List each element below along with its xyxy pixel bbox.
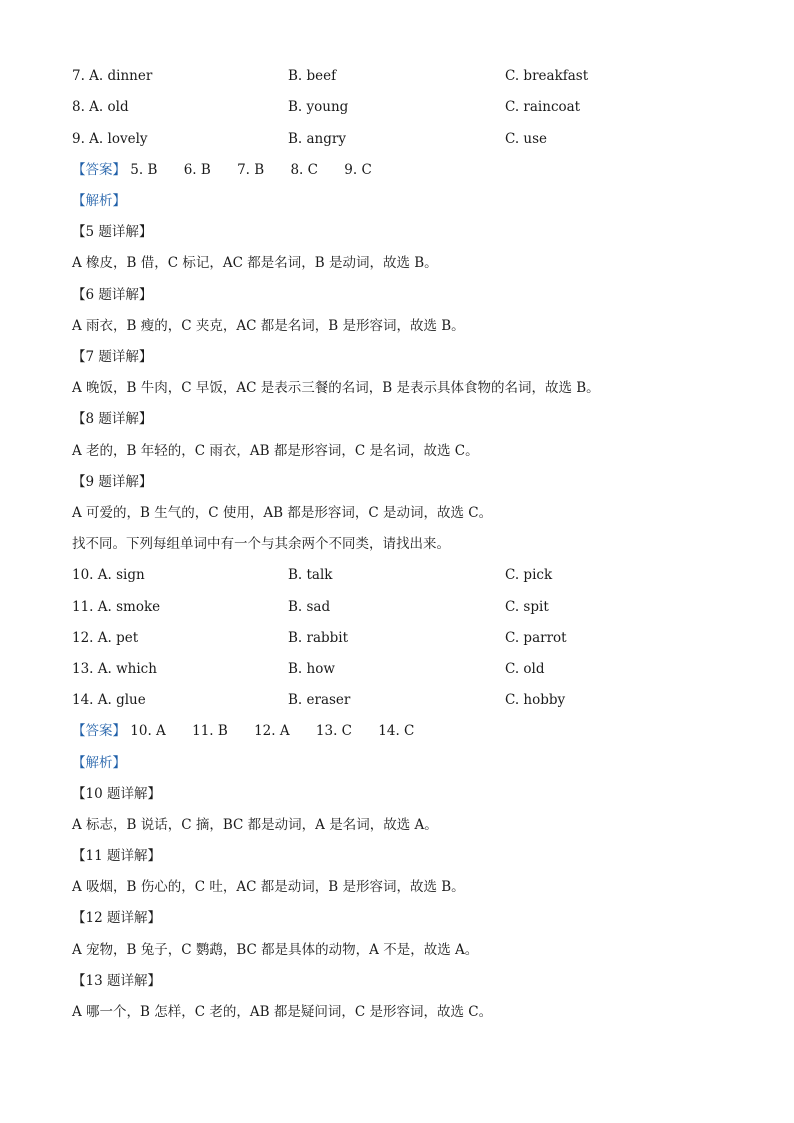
answer-item: 12. A — [254, 723, 290, 739]
question-row — [72, 564, 754, 586]
option-c: C. breakfast — [505, 68, 589, 84]
option-a: 12. A. pet — [72, 630, 139, 646]
analysis-label: 【解析】 — [72, 193, 126, 209]
answer-label: 【答案】 — [72, 723, 126, 739]
answer-items — [130, 162, 372, 178]
option-c: C. parrot — [505, 630, 567, 646]
detail-text: A 晚饭，B 牛肉，C 早饭，AC 是表示三餐的名词，B 是表示具体食物的名词，故选 B。 — [72, 380, 600, 396]
option-b: B. rabbit — [288, 630, 349, 646]
question-row — [72, 689, 754, 711]
option-b: B. young — [288, 99, 349, 115]
detail-text: A 吸烟，B 伤心的，C 吐，AC 都是动词，B 是形容词，故选 B。 — [72, 879, 465, 895]
option-a: 13. A. which — [72, 661, 157, 677]
option-c: C. raincoat — [505, 99, 581, 115]
option-c: C. hobby — [505, 692, 566, 708]
detail-text: A 哪一个，B 怎样，C 老的，AB 都是疑问词，C 是形容词，故选 C。 — [72, 1004, 493, 1020]
option-c: C. spit — [505, 599, 549, 615]
answer-item: 10. A — [130, 723, 166, 739]
detail-text: A 标志，B 说话，C 摘，BC 都是动词，A 是名词，故选 A。 — [72, 817, 438, 833]
question-row — [72, 96, 754, 118]
option-b: B. how — [288, 661, 335, 677]
detail-heading: 【11 题详解】 — [72, 848, 161, 864]
detail-heading: 【7 题详解】 — [72, 349, 153, 365]
question-row — [72, 658, 754, 680]
question-row — [72, 128, 754, 150]
option-a: 14. A. glue — [72, 692, 146, 708]
answer-item: 11. B — [192, 723, 228, 739]
detail-text: A 雨衣，B 瘦的，C 夹克，AC 都是名词，B 是形容词，故选 B。 — [72, 318, 465, 334]
answer-item: 7. B — [237, 162, 265, 178]
question-row — [72, 65, 754, 87]
answer-line — [72, 720, 754, 742]
answer-item: 9. C — [344, 162, 372, 178]
option-a: 10. A. sign — [72, 567, 145, 583]
option-a: 7. A. dinner — [72, 68, 153, 84]
detail-text: A 可爱的，B 生气的，C 使用，AB 都是形容词，C 是动词，故选 C。 — [72, 505, 493, 521]
detail-heading: 【5 题详解】 — [72, 224, 153, 240]
option-c: C. pick — [505, 567, 553, 583]
answer-label: 【答案】 — [72, 162, 126, 178]
option-c: C. old — [505, 661, 545, 677]
detail-heading: 【6 题详解】 — [72, 287, 153, 303]
detail-text: A 老的，B 年轻的，C 雨衣，AB 都是形容词，C 是名词，故选 C。 — [72, 443, 479, 459]
option-a: 8. A. old — [72, 99, 129, 115]
option-b: B. angry — [288, 131, 346, 147]
detail-text: A 橡皮，B 借，C 标记，AC 都是名词，B 是动词，故选 B。 — [72, 255, 438, 271]
option-b: B. talk — [288, 567, 333, 583]
answer-item: 14. C — [378, 723, 415, 739]
detail-heading: 【13 题详解】 — [72, 973, 161, 989]
option-c: C. use — [505, 131, 548, 147]
question-row — [72, 596, 754, 618]
detail-heading: 【9 题详解】 — [72, 474, 153, 490]
option-b: B. sad — [288, 599, 331, 615]
detail-heading: 【10 题详解】 — [72, 786, 161, 802]
option-b: B. eraser — [288, 692, 351, 708]
answer-line — [72, 159, 754, 181]
answer-item: 8. C — [290, 162, 318, 178]
instruction: 找不同。下列每组单词中有一个与其余两个不同类，请找出来。 — [72, 536, 450, 552]
answer-items — [130, 723, 414, 739]
option-a: 9. A. lovely — [72, 131, 148, 147]
detail-heading: 【12 题详解】 — [72, 910, 161, 926]
option-a: 11. A. smoke — [72, 599, 161, 615]
answer-item: 13. C — [315, 723, 352, 739]
answer-item: 6. B — [183, 162, 211, 178]
analysis-label: 【解析】 — [72, 755, 126, 771]
option-b: B. beef — [288, 68, 337, 84]
detail-heading: 【8 题详解】 — [72, 411, 153, 427]
answer-item: 5. B — [130, 162, 158, 178]
question-row — [72, 627, 754, 649]
detail-text: A 宠物，B 兔子，C 鹦鹉，BC 都是具体的动物，A 不是，故选 A。 — [72, 942, 479, 958]
